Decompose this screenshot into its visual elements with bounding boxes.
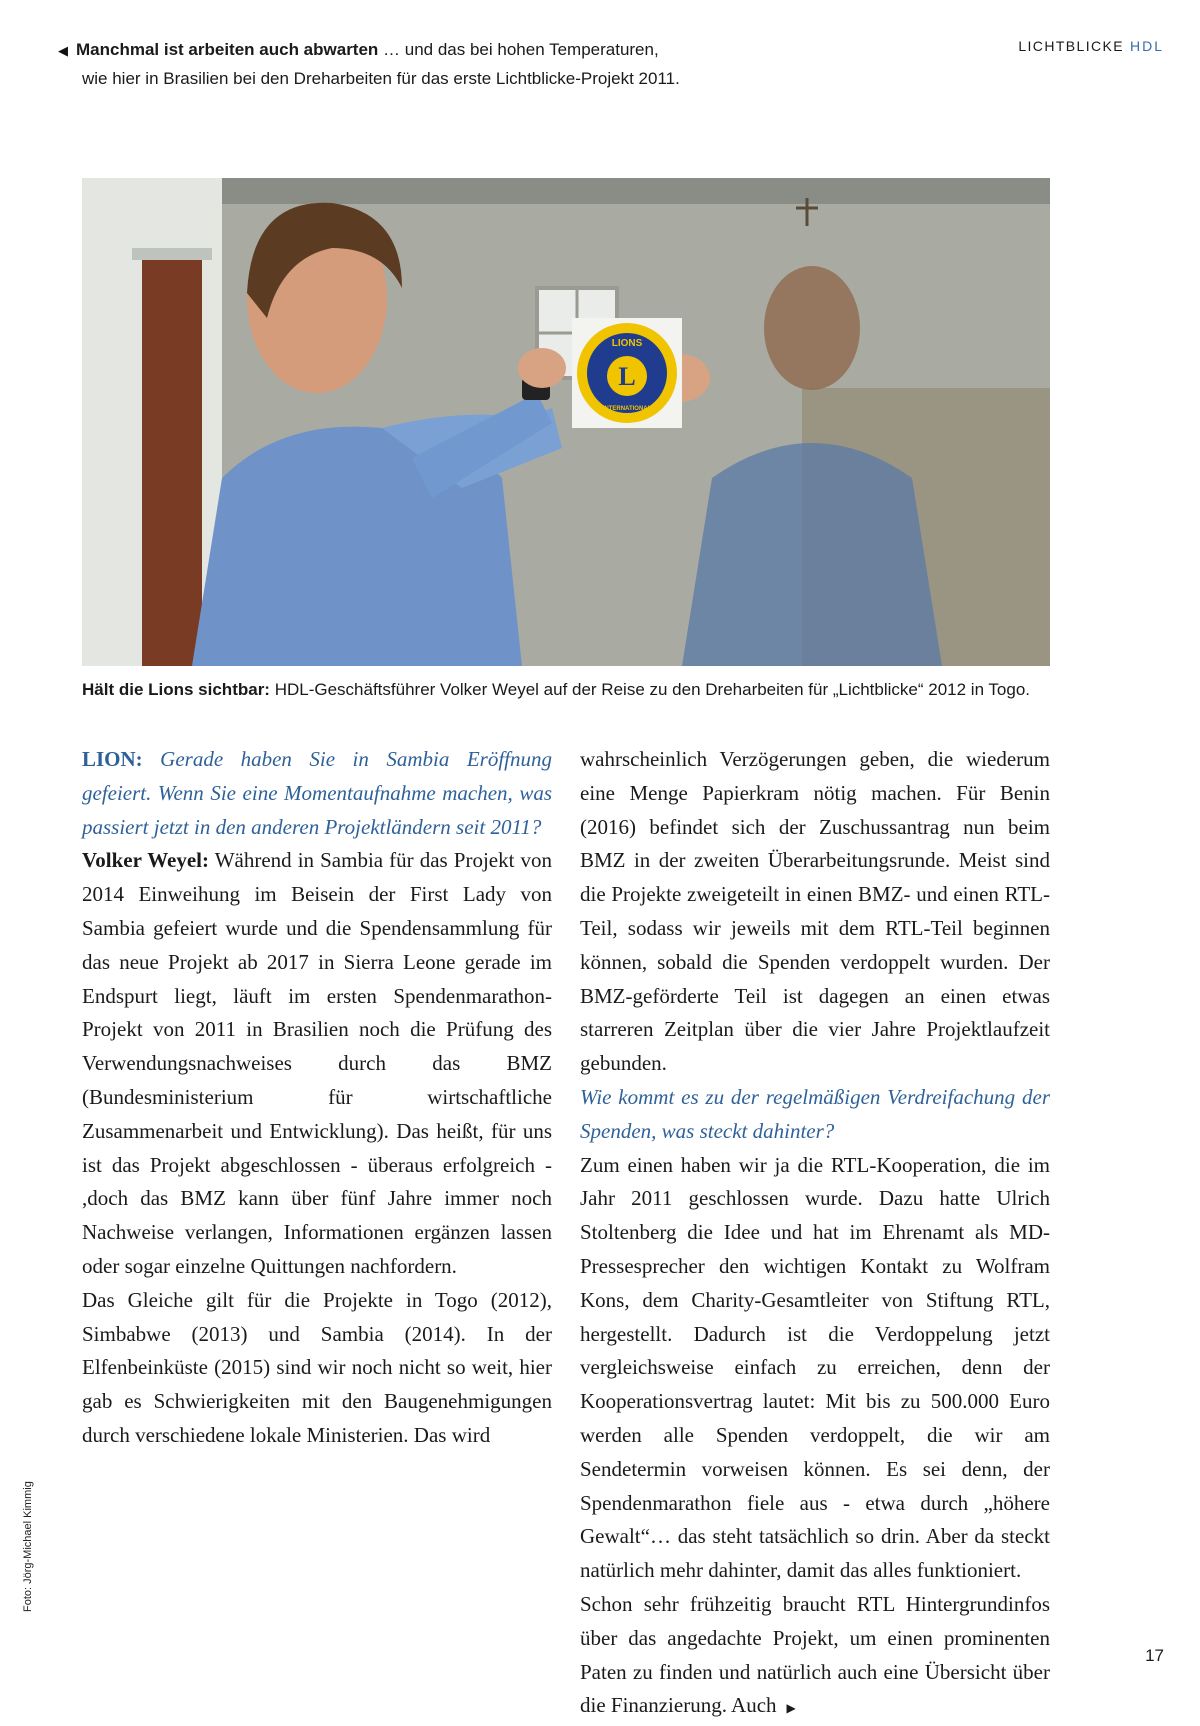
article-photo	[82, 178, 1050, 666]
answer-2-paragraph-2-text: Schon sehr frühzeitig braucht RTL Hintergrundinfos über das angedachte Projekt, um einen prominenten Paten zu finden und natürlich auch eine Übersicht über die Finanzierung. Auch	[580, 1591, 1050, 1718]
article-column-right	[580, 743, 1050, 1726]
caption-line-2: wie hier in Brasilien bei den Dreharbeiten für das erste Lichtblicke-Projekt 2011.	[82, 69, 680, 88]
brand-label: HDL	[1129, 38, 1164, 54]
section-title: LICHTBLICKE	[1018, 38, 1124, 54]
interview-question-2: Wie kommt es zu der regelmäßigen Verdreifachung der Spenden, was steckt dahinter?	[580, 1084, 1050, 1143]
top-photo-caption	[58, 36, 698, 93]
photo-caption-bold: Hält die Lions sichtbar:	[82, 680, 270, 699]
photo-caption	[82, 677, 1062, 703]
section-header	[1018, 38, 1164, 54]
answer-1-text: Während in Sambia für das Projekt von 2014 Einweihung im Beisein der First Lady von Sambia gefeiert wurde und die Spendensammlung für das neue Projekt ab 2017 in Sierra Leone gerade im Endspurt liegt, läuft im ersten Spendenmarathon-Projekt von 2011 in Brasilien noch die Prüfung des Verwendungsnachweises durch das BMZ (Bundesministerium für wirtschaftliche Zusammenarbeit und Entwicklung). Das heißt, für uns ist das Projekt abgeschlossen - überaus erfolgreich - ,doch das BMZ kann über fünf Jahre immer noch Nachweise verlangen, Informationen ergänzen lassen oder sogar einzelne Quittungen nachfordern.	[82, 848, 552, 1278]
photo-credit: Foto: Jörg-Michael Kimmig	[22, 1481, 34, 1612]
interview-question-1	[82, 743, 552, 844]
interviewer-label: LION:	[82, 747, 143, 771]
interviewee-label: Volker Weyel:	[82, 848, 210, 873]
emblem-letter: L	[618, 362, 636, 391]
answer-2-paragraph-2	[580, 1588, 1050, 1726]
emblem-bottom-text: INTERNATIONAL	[602, 406, 652, 412]
page-number: 17	[1145, 1646, 1164, 1665]
interview-answer-1	[82, 844, 552, 1283]
answer-1-paragraph-2: Das Gleiche gilt für die Projekte in Togo (2012), Simbabwe (2013) und Sambia (2014). In der Elfenbeinküste (2015) sind wir noch nicht so weit, hier gab es Schwierigkeiten mit den Baugenehmigungen durch verschiedene lokale Ministerien. Das wird	[82, 1287, 552, 1447]
caption-bold: Manchmal ist arbeiten auch abwarten	[76, 40, 379, 59]
photo-illustration	[82, 178, 1050, 666]
continue-arrow-icon: ▶	[786, 1701, 796, 1716]
caption-text: … und das bei hohen Temperaturen,	[378, 40, 659, 59]
photo-caption-text: HDL-Geschäftsführer Volker Weyel auf der Reise zu den Dreharbeiten für „Lichtblicke“ 2012 in Togo.	[269, 680, 1031, 699]
interview-answer-2: Zum einen haben wir ja die RTL-Kooperation, die im Jahr 2011 geschlossen wurde. Dazu hatte Ulrich Stoltenberg die Idee und hat im Ehrenamt als MD-Pressesprecher den wichtigen Kontakt zu Wolfram Kons, dem Charity-Gesamtleiter von Stiftung RTL, hergestellt. Dadurch ist die Verdoppelung jetzt vergleichsweise einfach zu erreichen, denn der Kooperationsvertrag lautet: Mit bis zu 500.000 Euro werden alle Spenden verdoppelt, die wir am Sendetermin vorweisen können. Es sei denn, der Spendenmarathon fiele aus - etwa durch „höhere Gewalt“… das steht tatsächlich so drin. Aber da steckt natürlich mehr dahinter, damit das alles funktioniert.	[580, 1152, 1050, 1583]
article-column-left	[82, 743, 552, 1453]
emblem-top-text: LIONS	[611, 338, 643, 349]
question-1-text: Gerade haben Sie in Sambia Eröffnung gefeiert. Wenn Sie eine Momentaufnahme machen, was passiert jetzt in den anderen Projektländern seit 2011?	[82, 747, 552, 839]
left-pointer-icon: ◀	[58, 43, 68, 58]
answer-1-paragraph-2-continued: wahrscheinlich Verzögerungen geben, die wiederum eine Menge Papierkram nötig machen. Für Benin (2016) befindet sich der Zuschussantrag nun beim BMZ in der zweiten Überarbeitungsrunde. Meist sind die Projekte zweigeteilt in einen BMZ- und einen RTL-Teil, sodass wir jeweils mit dem RTL-Teil beginnen können, sobald die Spenden verdoppelt wurden. Der BMZ-geförderte Teil ist dagegen an einen etwas starreren Zeitplan über die vier Jahre Projektlaufzeit gebunden.	[580, 747, 1050, 1076]
caption-line-1	[58, 36, 698, 65]
